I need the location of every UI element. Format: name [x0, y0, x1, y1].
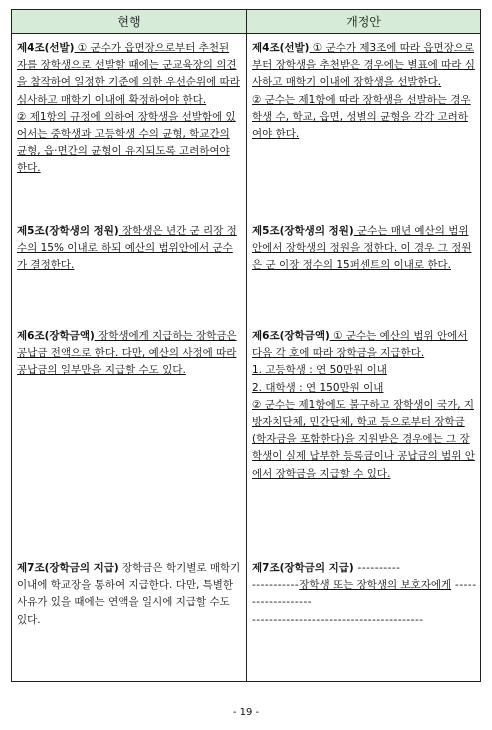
header-current: 현행 [117, 15, 141, 29]
revised-article-7 [252, 560, 477, 629]
omitted-dashes: ----------- [252, 579, 300, 592]
page-number: - 19 - [232, 707, 260, 718]
omitted-dashes: ---------- [353, 562, 401, 574]
current-article-5 [17, 223, 242, 275]
list-item: 1. 고등학생 : 연 50만원 이내 [252, 364, 387, 377]
article-title: 제7조(장학금의 지급) [17, 562, 119, 574]
current-article-4 [17, 40, 242, 178]
article-text-2: ② 제1항의 규정에 의하여 장학생을 선발함에 있어서는 중학생과 고등학생 수의 균형, 학교간의 균형, 읍·면간의 균형이 유지되도록 고려하여야 한다. [17, 110, 236, 175]
article-title: 제5조(장학생의 정원) [252, 225, 354, 237]
article-text: ① 군수는 예산의 범위 안에서 다음 각 호에 따라 장학금을 지급한다. [252, 330, 468, 360]
article-title: 제4조(선발) [17, 42, 75, 54]
article-text: ① 군수가 읍면장으로부터 추천된 자를 장학생으로 선발할 때에는 군교육장의 의견을 참작하여 일정한 기준에 의한 우선순위에 따라 심사하고 매학기 이내에 확정하여야 한다. [17, 42, 240, 106]
omitted-dashes: ---------------------------------------- [252, 613, 424, 626]
current-article-6 [17, 328, 242, 380]
column-divider [246, 10, 247, 681]
list-item: 2. 대학생 : 연 150만원 이내 [252, 381, 384, 394]
comparison-table [11, 9, 481, 682]
article-text: 군수는 매년 예산의 범위 안에서 장학생의 정원을 정한다. 이 경우 그 정원은 군 이장 정수의 15퍼센트의 이내로 한다. [252, 225, 472, 272]
article-text: 장학생 또는 장학생의 보호자에게 [299, 579, 452, 592]
current-article-7 [17, 560, 242, 629]
article-text: 장학생에게 지급하는 장학금은 공납금 전액으로 한다. 다만, 예산의 사정에 따라 공납금의 일부만을 지급할 수도 있다. [17, 330, 237, 377]
article-text: 장학금은 학기별로 매학기 이내에 학교장을 통하여 지급한다. 다만, 특별한 사유가 있을 때에는 연액을 일시에 지급할 수도 있다. [17, 562, 241, 626]
article-title: 제6조(장학금액) [252, 330, 330, 342]
article-title: 제5조(장학생의 정원) [17, 225, 119, 237]
omitted-dashes: ------------------- [252, 579, 477, 609]
article-text: 장학생은 년간 군 리장 정수의 15% 이내로 하되 예산의 범위안에서 군수가 결정한다. [17, 225, 237, 272]
article-title: 제6조(장학금액) [17, 330, 95, 342]
header-revised: 개정안 [346, 15, 381, 29]
article-text: ① 군수가 제3조에 따라 읍면장으로부터 장학생을 추천받은 경우에는 별표에 따라 심사하고 매학기 이내에 장학생을 선발한다. [252, 42, 475, 89]
revised-article-5 [252, 223, 477, 275]
article-title: 제7조(장학금의 지급) [252, 562, 354, 574]
article-text-2: ② 군수는 제1항에 따라 장학생을 선발하는 경우 학생 수, 학교, 읍면, 성별의 균형을 각각 고려하여야 한다. [252, 93, 471, 141]
revised-article-6 [252, 328, 477, 483]
revised-article-4 [252, 40, 477, 143]
article-text-2: ② 군수는 제1항에도 불구하고 장학생이 국가, 지방자치단체, 민간단체, 학교 등으로부터 장학금(학자금을 포함한다)을 지원받은 경우에는 그 장학생이 실제 납부한 등록금이나 공납금의 범위 안에서 장학금을 지급할 수 있다. [252, 398, 475, 480]
article-title: 제4조(선발) [252, 42, 310, 54]
